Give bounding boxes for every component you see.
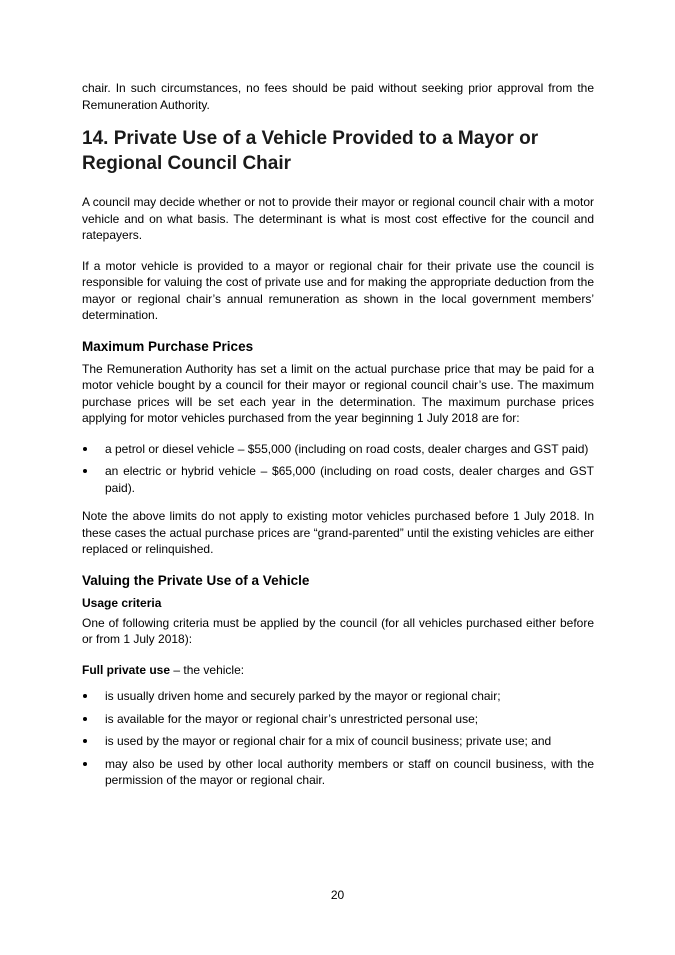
list-item: [82, 688, 594, 705]
list-item-text: a petrol or diesel vehicle – $55,000 (including on road costs, dealer charges and GST paid): [105, 441, 589, 456]
full-private-use-suffix: – the vehicle:: [170, 662, 245, 677]
list-item: [82, 733, 594, 750]
valuing-heading: Valuing the Private Use of a Vehicle: [82, 572, 310, 588]
page-number: 20: [330, 888, 345, 902]
document-page: [82, 80, 594, 795]
list-item: [82, 711, 594, 728]
list-item-text: is used by the mayor or regional chair for a mix of council business; private use; and: [105, 734, 552, 748]
note-paragraph: Note the above limits do not apply to existing motor vehicles purchased before 1 July 2018. In these cases the actual purchase prices are “grand-parented” until the existing vehicles are either replaced or relinquished.: [82, 509, 594, 556]
body-paragraph: If a motor vehicle is provided to a mayor or regional chair for their private use the council is responsible for valuing the cost of private use and for making the appropriate deduction from the mayor or regional chair’s annual remuneration as shown in the local government members’ determination.: [82, 258, 594, 322]
maximum-prices-paragraph: The Remuneration Authority has set a limit on the actual purchase price that may be paid for a motor vehicle bought by a council for their mayor or regional council chair’s use. The maximum purchase prices will be set each year in the determination. The maximum purchase prices applying for motor vehicles purchased from the year beginning 1 July 2018 are for:: [82, 361, 594, 425]
list-item: [82, 441, 594, 458]
list-item-text: is available for the mayor or regional chair’s unrestricted personal use;: [105, 711, 479, 726]
price-limits-list: [82, 441, 594, 497]
intro-paragraph: chair. In such circumstances, no fees should be paid without seeking prior approval from the Remuneration Authority.: [82, 81, 594, 112]
full-private-use-label: Full private use: [82, 662, 171, 677]
usage-criteria-heading: Usage criteria: [82, 595, 162, 610]
full-private-use-line: [82, 662, 594, 679]
list-item: [82, 463, 594, 496]
list-item: [82, 756, 594, 789]
list-item-text: may also be used by other local authority members or staff on council business, with the permission of the mayor or regional chair.: [105, 756, 594, 787]
list-item-text: is usually driven home and securely parked by the mayor or regional chair;: [105, 689, 501, 703]
list-item-text: an electric or hybrid vehicle – $65,000 (including on road costs, dealer charges and GST paid).: [105, 464, 594, 495]
usage-criteria-paragraph: One of following criteria must be applied by the council (for all vehicles purchased either before or from 1 July 2018):: [82, 615, 594, 646]
section-title: 14. Private Use of a Vehicle Provided to a Mayor or Regional Council Chair: [82, 128, 539, 174]
maximum-prices-heading: Maximum Purchase Prices: [82, 338, 254, 354]
body-paragraph: A council may decide whether or not to provide their mayor or regional council chair with a motor vehicle and on what basis. The determinant is what is most cost effective for the council and ratepayers.: [82, 195, 594, 242]
full-private-use-list: [82, 688, 594, 789]
